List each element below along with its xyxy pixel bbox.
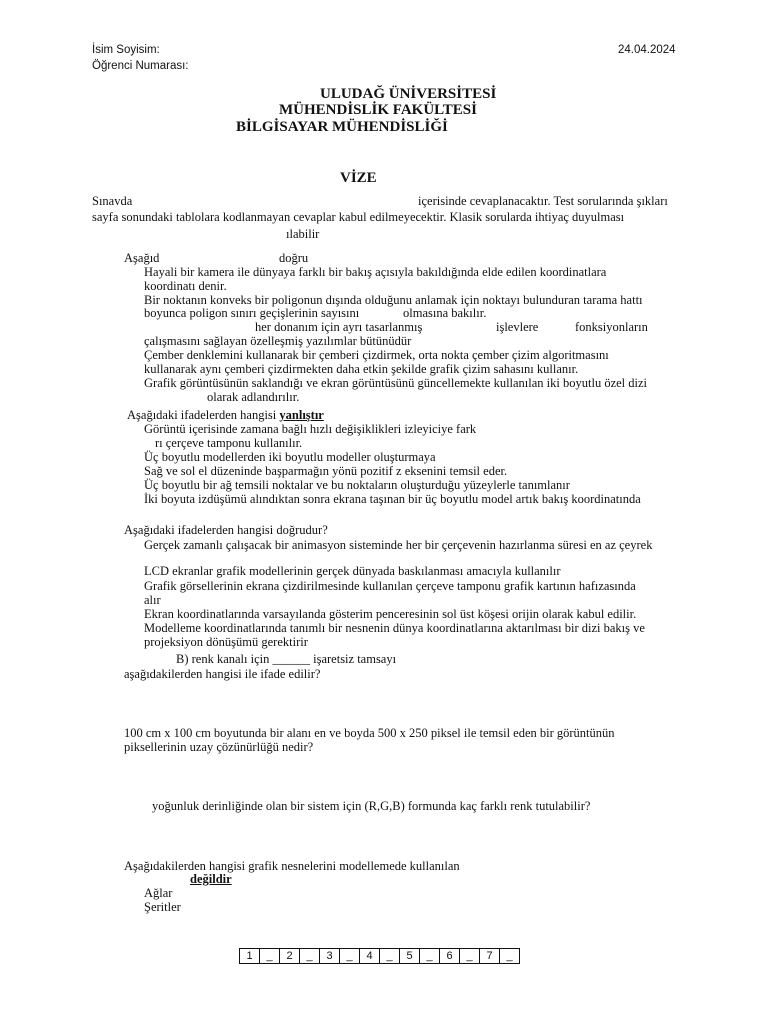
q3-option-e-line1: Modelleme koordinatlarında tanımlı bir nesnenin dünya koordinatlarına aktarılması bir dizi bakış ve: [144, 621, 645, 635]
answer-table-row: [240, 949, 520, 964]
q1-option-c-line1b: işlevlere: [496, 320, 539, 334]
q2-option-d: Üç boyutlu bir ağ temsili noktalar ve bu noktaların oluşturduğu yüzeylerle tanımlanır: [144, 478, 570, 492]
q1-stem-start: Aşağıd: [124, 251, 160, 265]
q1-option-d-line1: Çember denklemini kullanarak bir çemberi çizdirmek, orta nokta çember çizim algoritmasını: [144, 348, 609, 362]
answer-cell-q2[interactable]: _: [300, 949, 320, 964]
instructions-line2: sayfa sonundaki tablolara kodlanmayan cevaplar kabul edilmeyecektir. Klasik sorularda ihtiyaç duyulması: [92, 210, 625, 224]
q2-stem-text: Aşağıdaki ifadelerden hangisi: [127, 408, 277, 422]
instructions-line3: ılabilir: [286, 227, 320, 241]
q1-option-c-line1a: her donanım için ayrı tasarlanmış: [255, 320, 423, 334]
answer-cell-q4-label: 4: [360, 949, 380, 964]
q7-stem: Aşağıdakilerden hangisi grafik nesnelerini modellemede kullanılan: [124, 859, 460, 873]
q1-option-e-line2: olarak adlandırılır.: [207, 390, 300, 404]
answer-cell-q3[interactable]: _: [340, 949, 360, 964]
instructions-line1-right: içerisinde cevaplanacaktır. Test sorularında şıkları: [418, 194, 668, 208]
q6-line1: yoğunluk derinliğinde olan bir sistem için (R,G,B) formunda kaç farklı renk tutulabilir?: [152, 799, 591, 813]
answer-cell-q1[interactable]: _: [260, 949, 280, 964]
department-title: BİLGİSAYAR MÜHENDİSLİĞİ: [236, 119, 448, 135]
answer-cell-q6-label: 6: [440, 949, 460, 964]
q2-option-a-line1: Görüntü içerisinde zamana bağlı hızlı değişiklikleri izleyiciye fark: [144, 422, 477, 436]
q2-option-b: Üç boyutlu modellerden iki boyutlu modeller oluşturmaya: [144, 450, 436, 464]
q3-option-c-line1: Grafik görsellerinin ekrana çizdirilmesinde kullanılan çerçeve tamponu grafik kartının hafızasında: [144, 579, 636, 593]
q7-option-a: Ağlar: [144, 886, 173, 900]
answer-table: [239, 948, 520, 964]
q1-option-b-line1: Bir noktanın konveks bir poligonun dışında olduğunu anlamak için noktayı bulunduran tarama hattı: [144, 293, 643, 307]
q1-option-d-line2: kullanarak aynı çemberi çizdirmekten daha etkin şekilde grafik çizim sahasını kullanır.: [144, 362, 579, 376]
q4-line2: aşağıdakilerden hangisi ile ifade edilir?: [124, 667, 321, 681]
answer-cell-q5[interactable]: _: [420, 949, 440, 964]
student-number-label: Öğrenci Numarası:: [92, 60, 189, 72]
q1-option-c-line1c: fonksiyonların: [575, 320, 648, 334]
exam-title: VİZE: [340, 170, 377, 186]
q1-stem-end: doğru: [279, 251, 309, 265]
q2-stem-emphasis: yanlıştır: [279, 408, 324, 422]
name-label: İsim Soyisim:: [92, 44, 160, 56]
instructions-line1-left: Sınavda: [92, 194, 133, 208]
q2-option-a-line2: rı çerçeve tamponu kullanılır.: [155, 436, 303, 450]
answer-cell-q7-label: 7: [480, 949, 500, 964]
q2-option-c: Sağ ve sol el düzeninde başparmağın yönü pozitif z eksenini temsil eder.: [144, 464, 508, 478]
university-title: ULUDAĞ ÜNİVERSİTESİ: [320, 86, 497, 102]
faculty-title: MÜHENDİSLİK FAKÜLTESİ: [279, 102, 477, 118]
q3-option-b: LCD ekranlar grafik modellerinin gerçek dünyada baskılanması amacıyla kullanılır: [144, 564, 561, 578]
q1-option-c-line2: çalışmasını sağlayan özelleşmiş yazılımlar bütünüdür: [144, 334, 412, 348]
answer-cell-q3-label: 3: [320, 949, 340, 964]
q7-stem-emphasis: değildir: [190, 872, 232, 886]
answer-cell-q1-label: 1: [240, 949, 260, 964]
q1-option-b-line2a: boyunca poligon sınırı geçişlerinin sayısını: [144, 306, 360, 320]
answer-cell-q4[interactable]: _: [380, 949, 400, 964]
q4-line1: B) renk kanalı için ______ işaretsiz tamsayı: [176, 652, 397, 666]
q3-option-d: Ekran koordinatlarında varsayılanda gösterim penceresinin sol üst köşesi orijin olarak kabul edilir.: [144, 607, 637, 621]
q5-line2: piksellerinin uzay çözünürlüğü nedir?: [124, 740, 314, 754]
q3-stem: Aşağıdaki ifadelerden hangisi doğrudur?: [124, 523, 328, 537]
q7-option-b: Şeritler: [144, 900, 181, 914]
q1-option-e-line1: Grafik görüntüsünün saklandığı ve ekran görüntüsünü güncellemekte kullanılan iki boyutlu özel dizi: [144, 376, 648, 390]
q1-option-a-line2: koordinatı denir.: [144, 279, 227, 293]
q2-stem: [127, 408, 324, 422]
answer-cell-q5-label: 5: [400, 949, 420, 964]
q5-line1: 100 cm x 100 cm boyutunda bir alanı en ve boyda 500 x 250 piksel ile temsil eden bir görüntünün: [124, 726, 615, 740]
q3-option-a: Gerçek zamanlı çalışacak bir animasyon sisteminde her bir çerçevenin hazırlanma süresi en az çeyrek: [144, 538, 653, 552]
q3-option-e-line2: projeksiyon dönüşümü gerektirir: [144, 635, 308, 649]
q3-option-c-line2: alır: [144, 593, 161, 607]
answer-cell-q7[interactable]: _: [500, 949, 520, 964]
exam-date: 24.04.2024: [618, 44, 676, 56]
answer-cell-q2-label: 2: [280, 949, 300, 964]
answer-cell-q6[interactable]: _: [460, 949, 480, 964]
q2-option-e: İki boyuta izdüşümü alındıktan sonra ekrana taşınan bir üç boyutlu model artık bakış koordinatında: [144, 492, 641, 506]
q1-option-a-line1: Hayali bir kamera ile dünyaya farklı bir bakış açısıyla bakıldığında elde edilen koordinatlara: [144, 265, 607, 279]
q1-option-b-line2b: olmasına bakılır.: [403, 306, 487, 320]
